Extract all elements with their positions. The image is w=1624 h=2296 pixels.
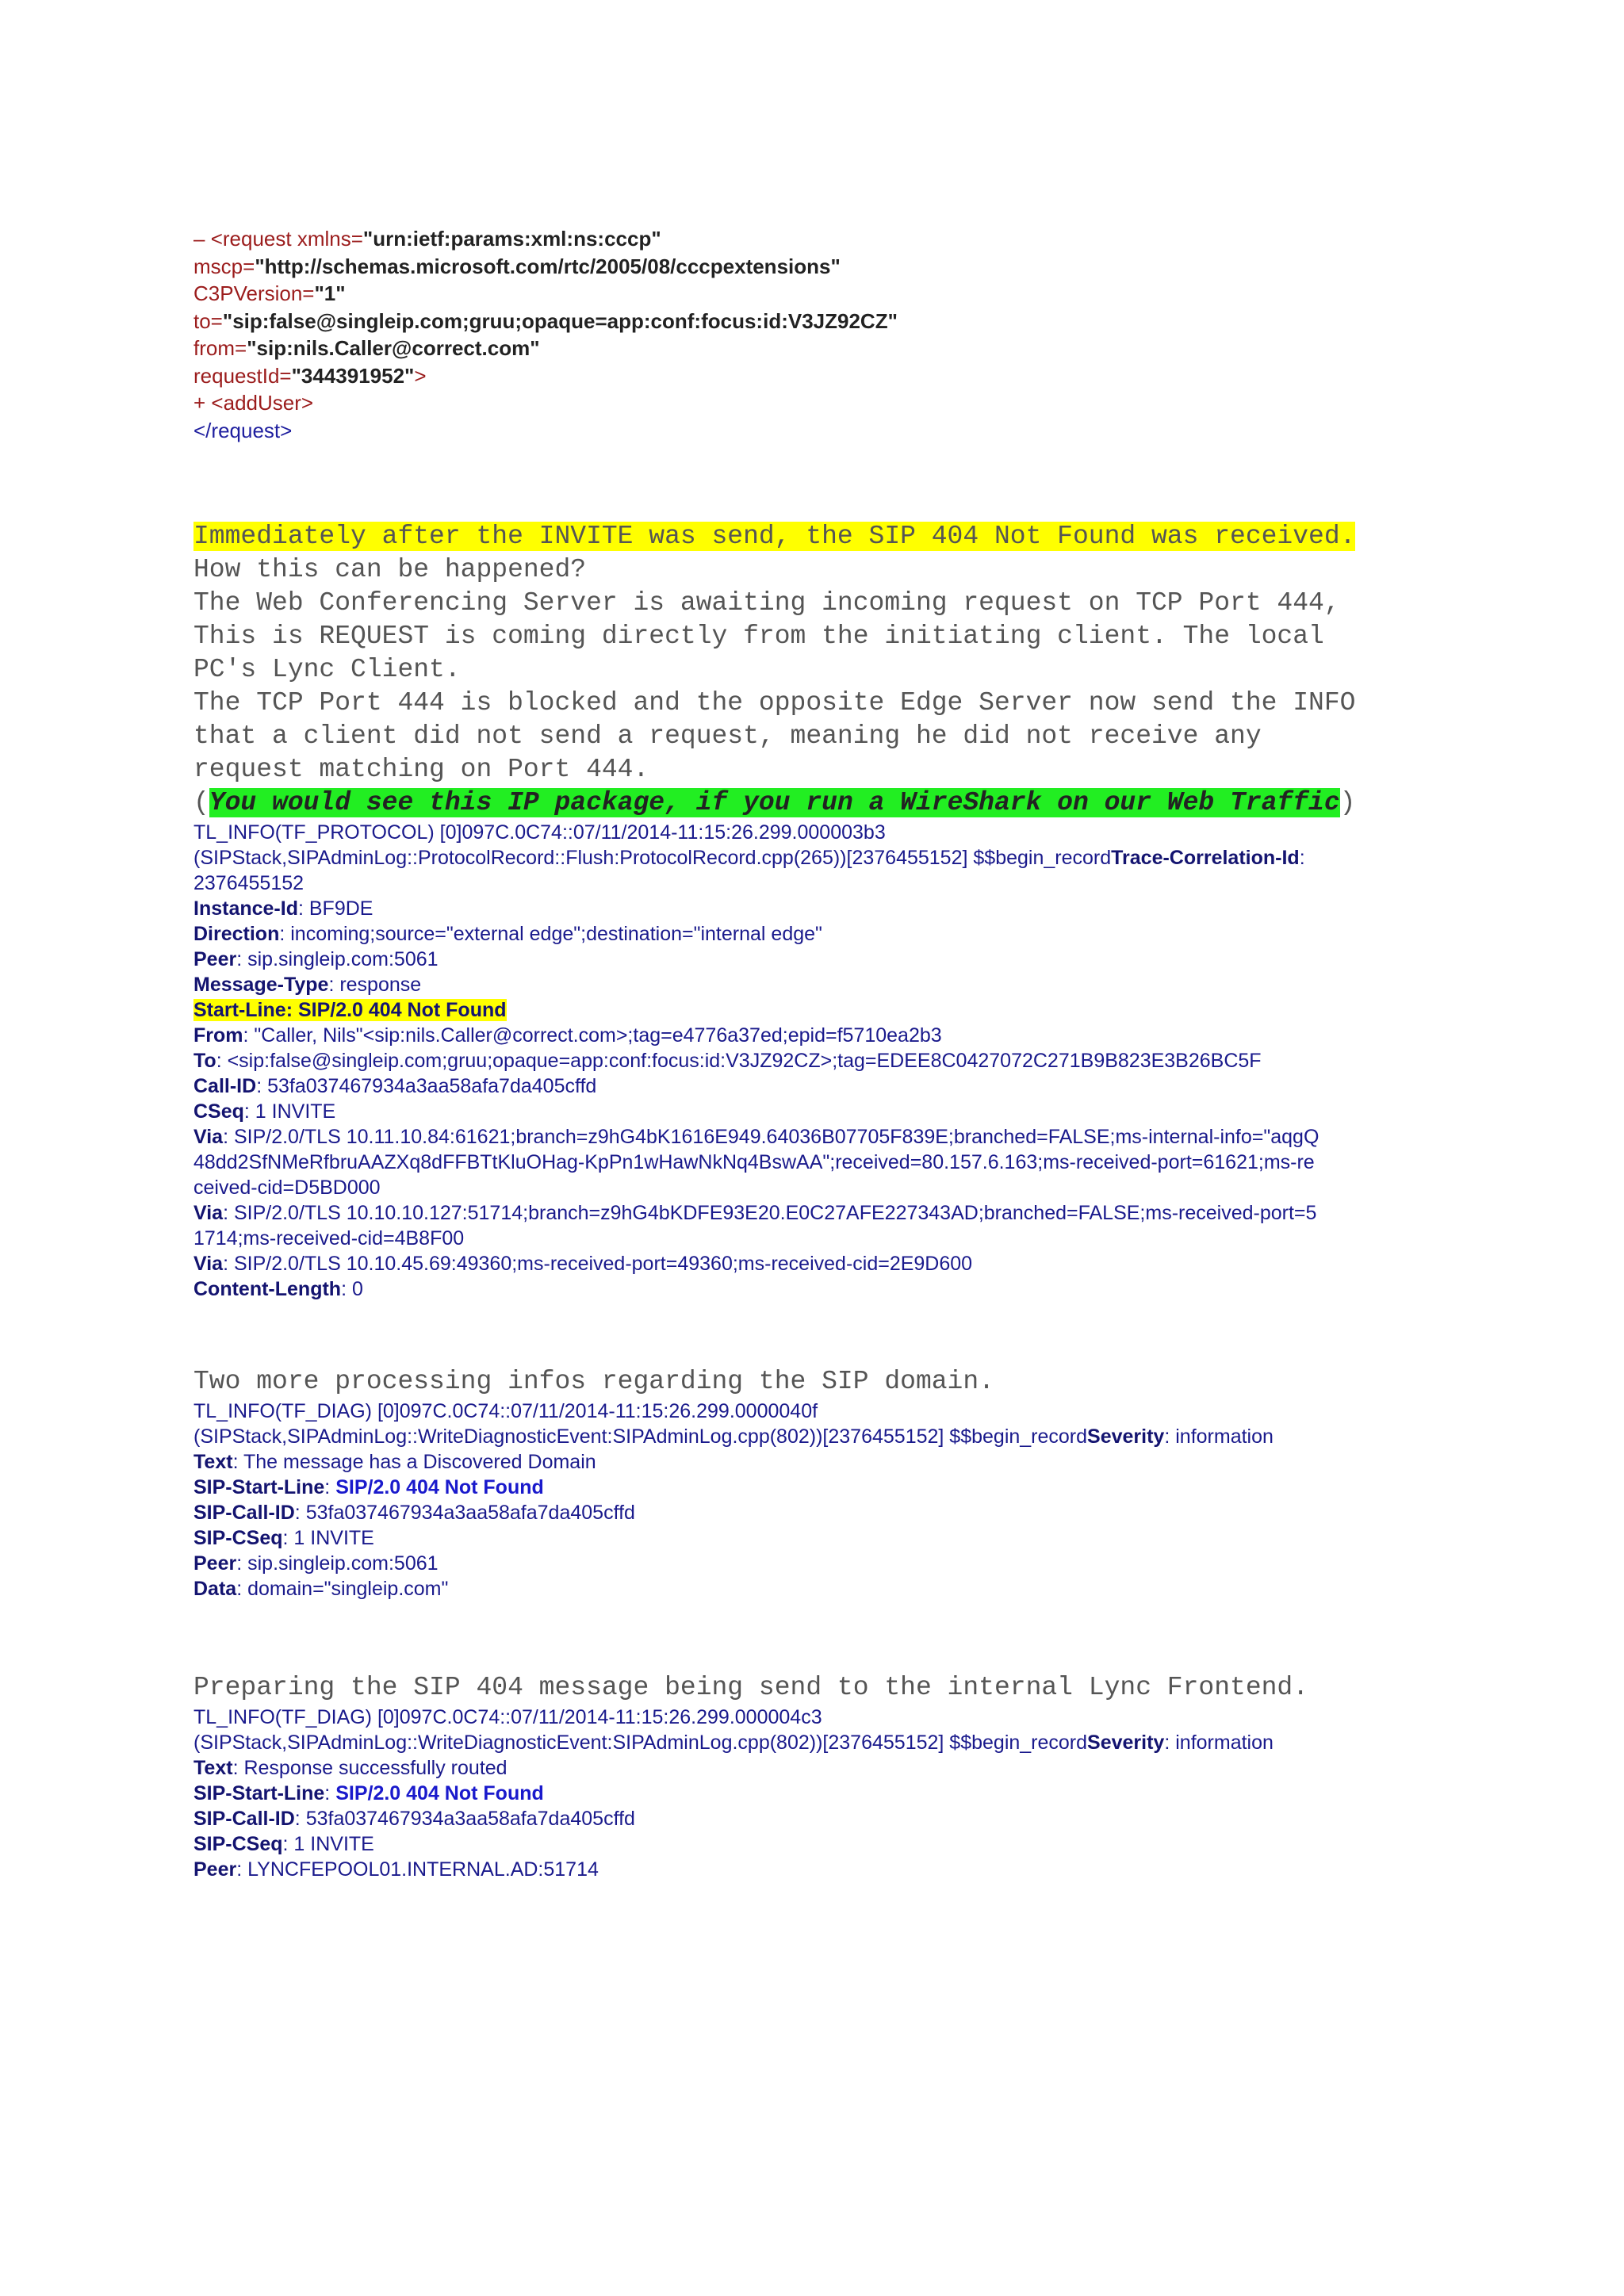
xml-line-mscp: mscp="http://schemas.microsoft.com/rtc/2005/08/cccpextensions" [193,254,841,278]
expand-toggle[interactable]: + [193,391,206,415]
log-field-sip-call-id: SIP-Call-ID: 53fa037467934a3aa58afa7da405cffd [193,1502,635,1524]
sip-log-record-1 [193,820,1446,1302]
log-field-call-id: Call-ID: 53fa037467934a3aa58afa7da405cffd [193,1075,597,1097]
commentary-line: The TCP Port 444 is blocked and the opposite Edge Server now send the INFO [193,688,1356,718]
log-field-sip-start-line: SIP-Start-Line: SIP/2.0 404 Not Found [193,1476,544,1498]
log-field-direction: Direction: incoming;source="external edge";destination="internal edge" [193,923,822,945]
xml-request-block [193,225,1446,444]
xml-line-request-open: – <request xmlns="urn:ietf:params:xml:ns:cccp" [193,227,661,251]
log-field-to: To: <sip:false@singleip.com;gruu;opaque=app:conf:focus:id:V3JZ92CZ>;tag=EDEE8C0427072C271B9B823E3B26BC5F [193,1050,1262,1072]
xml-line-to: to="sip:false@singleip.com;gruu;opaque=app:conf:focus:id:V3JZ92CZ" [193,308,898,333]
commentary-highlight-line: Immediately after the INVITE was send, the SIP 404 Not Found was received. [193,522,1356,551]
xml-line-adduser: + <addUser> [193,391,314,415]
document-page [193,225,1446,1882]
commentary-line: request matching on Port 444. [193,755,649,784]
log-header: TL_INFO(TF_PROTOCOL) [0]097C.0C74::07/11/2014-11:15:26.299.000003b3 [193,821,886,844]
xml-line-requestid: requestId="344391952"> [193,363,427,388]
log-field-sip-cseq: SIP-CSeq: 1 INVITE [193,1833,374,1855]
log-field-text: Text: The message has a Discovered Domain [193,1451,596,1473]
commentary-line: PC's Lync Client. [193,655,461,684]
log-header-record: (SIPStack,SIPAdminLog::WriteDiagnosticEvent:SIPAdminLog.cpp(802))[2376455152] $$begin_recordSeverity: information [193,1732,1274,1754]
log-field-via: Via: SIP/2.0/TLS 10.10.10.127:51714;branch=z9hG4bKDFE93E20.E0C27AFE227343AD;branched=FALSE;ms-received-port=51714;ms-received-cid=4B8F00 [193,1202,1317,1249]
commentary-wireshark-line: (You would see this IP package, if you run a WireShark on our Web Traffic) [193,788,1356,817]
commentary-line: This is REQUEST is coming directly from the initiating client. The local [193,622,1324,651]
log-field-data: Data: domain="singleip.com" [193,1578,449,1600]
log-field-via: Via: SIP/2.0/TLS 10.11.10.84:61621;branch=z9hG4bK1616E949.64036B07705F839E;branched=FALSE;ms-internal-info="aqgQ48dd2SfNMeRfbruAAZXq8dFFBTtKluOHag-KpPn1wHawNkNq4BswAA";received=80.157.6.163;ms-received-port=61621;ms-received-cid=D5BD000 [193,1126,1320,1199]
log-field-peer: Peer: sip.singleip.com:5061 [193,948,439,970]
log-field-peer: Peer: sip.singleip.com:5061 [193,1552,439,1575]
log-field-content-length: Content-Length: 0 [193,1278,363,1300]
collapse-toggle[interactable]: – [193,227,205,251]
log-field-sip-call-id: SIP-Call-ID: 53fa037467934a3aa58afa7da405cffd [193,1808,635,1830]
commentary-domain: Two more processing infos regarding the SIP domain. [193,1367,994,1396]
commentary-line: How this can be happened? [193,555,587,584]
commentary-line: that a client did not send a request, meaning he did not receive any [193,721,1262,751]
log-field-sip-start-line: SIP-Start-Line: SIP/2.0 404 Not Found [193,1782,544,1804]
log-field-cseq: CSeq: 1 INVITE [193,1100,336,1123]
log-field-message-type: Message-Type: response [193,974,422,996]
log-field-sip-cseq: SIP-CSeq: 1 INVITE [193,1527,374,1549]
log-field-instance: Instance-Id: BF9DE [193,897,373,920]
commentary-line: The Web Conferencing Server is awaiting incoming request on TCP Port 444, [193,588,1340,618]
log-field-peer: Peer: LYNCFEPOOL01.INTERNAL.AD:51714 [193,1858,599,1881]
log-field-from: From: "Caller, Nils"<sip:nils.Caller@correct.com>;tag=e4776a37ed;epid=f5710ea2b3 [193,1024,942,1047]
log-field-text: Text: Response successfully routed [193,1757,508,1779]
log-field-start-line: Start-Line: SIP/2.0 404 Not Found [193,999,507,1021]
log-header-record: (SIPStack,SIPAdminLog::ProtocolRecord::Flush:ProtocolRecord.cpp(265))[2376455152] $$begin_recordTrace-Correlation-Id: 2376455152 [193,847,1305,894]
commentary-frontend: Preparing the SIP 404 message being send to the internal Lync Frontend. [193,1673,1309,1702]
log-header: TL_INFO(TF_DIAG) [0]097C.0C74::07/11/2014-11:15:26.299.0000040f [193,1400,818,1422]
xml-line-c3pversion: C3PVersion="1" [193,281,346,305]
log-field-via: Via: SIP/2.0/TLS 10.10.45.69:49360;ms-received-port=49360;ms-received-cid=2E9D600 [193,1253,973,1275]
xml-line-from: from="sip:nils.Caller@correct.com" [193,336,540,360]
log-header: TL_INFO(TF_DIAG) [0]097C.0C74::07/11/2014-11:15:26.299.000004c3 [193,1706,822,1728]
sip-log-record-2 [193,1399,1446,1601]
commentary-explanation [193,520,1446,820]
sip-log-record-3 [193,1705,1446,1882]
log-header-record: (SIPStack,SIPAdminLog::WriteDiagnosticEvent:SIPAdminLog.cpp(802))[2376455152] $$begin_recordSeverity: information [193,1425,1274,1448]
xml-line-request-close: </request> [193,418,293,442]
